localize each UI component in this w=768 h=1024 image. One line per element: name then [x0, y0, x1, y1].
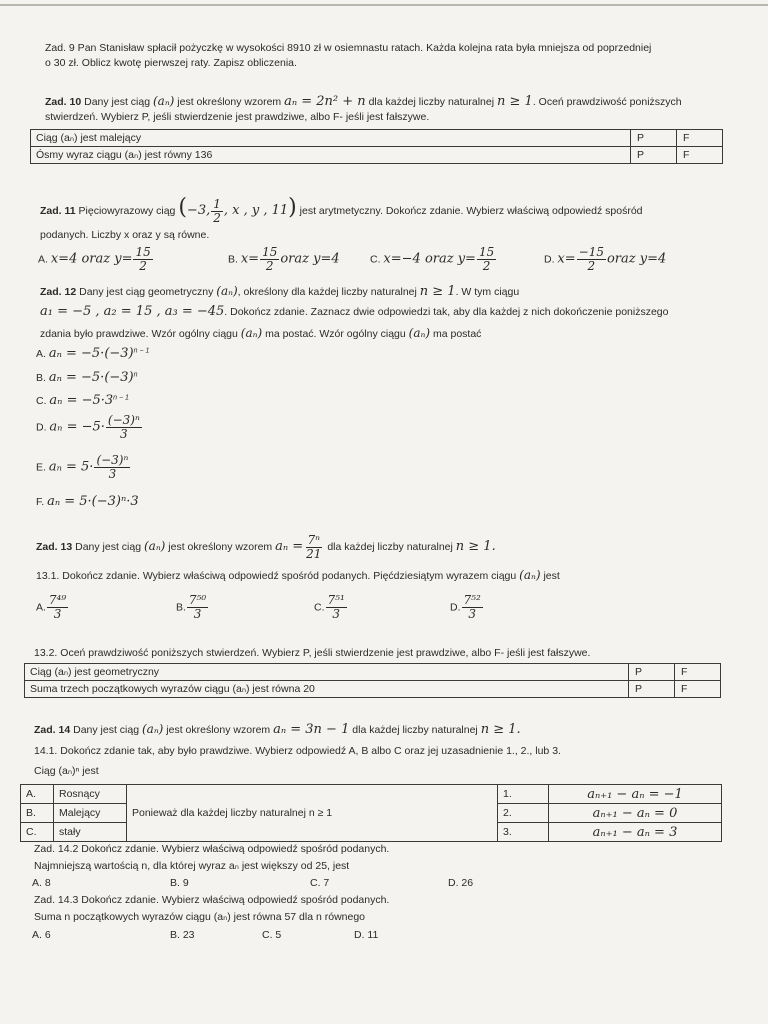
option-frac — [577, 246, 606, 273]
frac-denominator: 3 — [468, 607, 476, 621]
task-14-2-option-d[interactable]: D. 26 — [448, 877, 474, 889]
frac-denominator: 3 — [332, 607, 340, 621]
choice-label: A. — [21, 785, 54, 804]
task-11-seq-b: , x , y , 11 — [223, 203, 289, 218]
frac-numerator: 7ⁿ — [307, 532, 321, 547]
choice-label: C. — [21, 823, 54, 842]
option-frac — [94, 454, 130, 481]
false-option[interactable]: F — [677, 130, 723, 147]
task-11-option-d[interactable] — [544, 246, 666, 273]
frac-denominator: 2 — [139, 259, 147, 273]
task-12-seq: (aₙ) — [216, 284, 238, 298]
task-14-3-option-d[interactable]: D. 11 — [354, 929, 379, 941]
task-10-seq: (aₙ) — [152, 94, 175, 108]
frac-numerator: 15 — [262, 245, 278, 259]
task-13-intro-b: jest określony wzorem — [168, 541, 273, 553]
frac-numerator: 1 — [213, 196, 221, 211]
option-exponent: n — [133, 371, 138, 379]
task-13-q1-tail: jest — [543, 570, 560, 582]
table-row — [31, 147, 723, 164]
option-frac — [477, 246, 496, 273]
task-13-intro-a: Dany jest ciąg — [75, 541, 142, 553]
option-label: D. — [36, 421, 47, 434]
task-10-intro-a: Dany jest ciąg — [84, 96, 151, 108]
choice-option[interactable]: Rosnący — [54, 785, 127, 804]
reason-label: 3. — [498, 823, 549, 842]
task-12-seq: (aₙ) — [240, 326, 263, 340]
task-9 — [45, 41, 745, 71]
task-12-text-g: ma postać — [432, 328, 482, 340]
frac-numerator: 7⁵² — [463, 593, 481, 607]
task-11-option-a[interactable] — [38, 246, 154, 273]
frac-numerator: 7⁵⁰ — [188, 593, 207, 607]
table-row — [31, 130, 723, 147]
false-option[interactable]: F — [675, 664, 721, 681]
task-13-seq: (aₙ) — [519, 568, 541, 582]
task-13-formula-frac — [304, 534, 323, 561]
option-expr-post: oraz y=4 — [606, 251, 667, 267]
option-expr: x=−4 oraz y= — [383, 251, 476, 267]
task-14-table — [20, 784, 722, 842]
option-expr: aₙ = −5·(−3) — [48, 346, 134, 361]
task-12-option-e[interactable] — [36, 454, 131, 481]
task-12-option-f[interactable] — [36, 494, 139, 509]
task-13-formula: aₙ = — [275, 539, 304, 554]
task-10-formula: aₙ = 2n² + n — [284, 94, 366, 109]
task-14-intro-c: dla każdej liczby naturalnej — [352, 724, 478, 736]
task-12-text-e: zdania było prawdziwe. Wzór ogólny ciągu — [40, 328, 238, 340]
choice-option[interactable]: Malejący — [54, 804, 127, 823]
task-10-intro-b: jest określony wzorem — [177, 96, 282, 108]
statement-cell: Ósmy wyraz ciągu (aₙ) jest równy 136 — [31, 147, 631, 164]
task-12-option-c[interactable] — [36, 393, 129, 408]
top-edge-rule — [0, 4, 768, 6]
reason-label: 1. — [498, 785, 549, 804]
option-frac — [106, 414, 142, 441]
reason-lead-cell: Ponieważ dla każdej liczby naturalnej n ≥ 1 — [127, 785, 498, 842]
reason-option[interactable]: aₙ₊₁ − aₙ = −1 — [549, 785, 722, 804]
task-10-intro-c: dla każdej liczby naturalnej — [368, 96, 495, 108]
open-paren: ( — [178, 195, 187, 220]
option-label: A. — [38, 253, 48, 266]
task-13-option-d[interactable] — [450, 594, 484, 621]
task-14-3-text: Suma n początkowych wyrazów ciągu (aₙ) jest równa 57 dla n równego — [34, 911, 366, 923]
false-option[interactable]: F — [677, 147, 723, 164]
task-13-intro-c: dla każdej liczby naturalnej — [327, 541, 453, 553]
task-11-option-b[interactable] — [228, 246, 340, 273]
table-row — [21, 785, 722, 804]
option-exponent: n − 1 — [133, 347, 150, 355]
frac-numerator: 15 — [478, 245, 495, 259]
table-row — [25, 681, 721, 698]
task-14-3-option-c[interactable]: C. 5 — [262, 929, 282, 941]
task-11-seq-frac — [211, 198, 223, 225]
task-11 — [40, 193, 750, 226]
option-expr: x= — [240, 251, 260, 267]
task-14-heading: Zad. 14 — [34, 724, 71, 736]
task-13-option-b[interactable] — [176, 594, 209, 621]
task-12-option-d[interactable] — [36, 414, 143, 441]
true-option[interactable]: P — [629, 681, 675, 698]
task-14-intro-a: Dany jest ciąg — [73, 724, 140, 736]
task-14-2-option-a[interactable]: A. 8 — [32, 877, 51, 889]
task-12-option-b[interactable] — [36, 370, 138, 385]
task-10-intro-d: . Oceń prawdziwość poniższych — [532, 96, 682, 108]
option-frac — [133, 246, 152, 273]
option-label: C. — [314, 601, 325, 614]
option-frac — [187, 594, 208, 621]
option-expr: aₙ = −5·3 — [49, 393, 114, 408]
frac-denominator: 21 — [306, 546, 322, 561]
option-frac — [47, 594, 68, 621]
task-13-condition: n ≥ 1. — [455, 539, 496, 554]
task-14-2-option-b[interactable]: B. 9 — [170, 877, 189, 889]
true-option[interactable]: P — [629, 664, 675, 681]
task-11-seq-a: −3, — [186, 203, 211, 218]
reason-option[interactable]: aₙ₊₁ − aₙ = 0 — [549, 804, 722, 823]
option-label: C. — [370, 253, 381, 266]
task-14-2-text: Najmniejszą wartością n, dla której wyraz aₙ jest większy od 25, jest — [34, 860, 350, 872]
task-13 — [36, 532, 756, 561]
frac-denominator: 3 — [120, 427, 128, 441]
task-12-text-b: , określony dla każdej liczby naturalnej — [237, 286, 417, 298]
task-13-q1-text: 13.1. Dokończ zdanie. Wybierz właściwą odpowiedź spośród podanych. Pięćdziesiątym wyrazem ciągu — [36, 570, 517, 582]
frac-numerator: −15 — [578, 245, 604, 259]
option-label: B. — [36, 372, 46, 384]
task-10-line-2: stwierdzeń. Wybierz P, jeśli stwierdzenie jest prawdziwe, albo F- jeśli jest fałszywe. — [45, 111, 430, 123]
option-label: A. — [36, 348, 46, 360]
statement-cell: Ciąg (aₙ) jest malejący — [31, 130, 631, 147]
task-12-text-f: ma postać. Wzór ogólny ciągu — [265, 328, 406, 340]
task-14 — [34, 722, 754, 738]
frac-denominator: 2 — [265, 259, 274, 273]
task-12-line-2 — [40, 304, 760, 320]
task-14-condition: n ≥ 1. — [480, 722, 521, 737]
task-12-line-1 — [40, 284, 760, 300]
task-11-heading: Zad. 11 — [40, 205, 76, 217]
option-label: B. — [176, 601, 186, 614]
reason-option[interactable]: aₙ₊₁ − aₙ = 3 — [549, 823, 722, 842]
option-label: C. — [36, 395, 47, 407]
task-13-seq: (aₙ) — [143, 539, 166, 553]
frac-denominator: 2 — [587, 259, 596, 273]
task-13-q1 — [36, 568, 756, 584]
task-14-q1: 14.1. Dokończ zdanie tak, aby było prawdziwe. Wybierz odpowiedź A, B albo C oraz jej uzasadnienie 1., 2., lub 3. — [34, 745, 561, 757]
task-9-line-1: Zad. 9 Pan Stanisław spłacił pożyczkę w wysokości 8910 zł w osiemnastu ratach. Każda kolejna rata była mniejsza od poprzedniej — [45, 42, 652, 54]
false-option[interactable]: F — [675, 681, 721, 698]
task-11-intro-b: jest arytmetyczny. Dokończ zdanie. Wybierz właściwą odpowiedź spośród — [299, 205, 643, 217]
task-10 — [45, 94, 745, 125]
table-row — [25, 664, 721, 681]
choice-option[interactable]: stały — [54, 823, 127, 842]
task-14-2-title: Zad. 14.2 Dokończ zdanie. Wybierz właściwą odpowiedź spośród podanych. — [34, 843, 390, 855]
frac-denominator: 3 — [53, 607, 62, 621]
task-14-lead: Ciąg (aₙ)ⁿ jest — [34, 765, 99, 777]
task-13-table — [24, 663, 721, 698]
option-frac — [326, 594, 347, 621]
task-12-text-c: . W tym ciągu — [455, 286, 520, 298]
task-13-option-c[interactable] — [314, 594, 348, 621]
option-exponent: n − 1 — [113, 394, 129, 402]
task-14-seq: (aₙ) — [141, 722, 164, 736]
statement-cell: Suma trzech początkowych wyrazów ciągu (aₙ) jest równa 20 — [25, 681, 629, 698]
frac-denominator: 2 — [213, 210, 221, 225]
task-13-heading: Zad. 13 — [36, 541, 73, 553]
frac-denominator: 2 — [482, 259, 491, 273]
option-frac — [462, 594, 483, 621]
reason-label: 2. — [498, 804, 549, 823]
task-14-formula: aₙ = 3n − 1 — [273, 722, 350, 737]
close-paren: ) — [288, 195, 297, 220]
task-11-option-c[interactable] — [370, 246, 497, 273]
option-expr: x= — [557, 251, 576, 267]
option-expr: aₙ = 5·(−3)ⁿ·3 — [47, 494, 139, 509]
task-10-heading: Zad. 10 — [45, 96, 82, 108]
option-expr: x=4 oraz y= — [50, 251, 133, 267]
frac-numerator: 7⁵¹ — [327, 593, 345, 607]
task-14-3-option-b[interactable]: B. 23 — [170, 929, 195, 941]
frac-numerator: (−3)ⁿ — [107, 413, 140, 427]
task-10-condition: n ≥ 1 — [497, 94, 533, 109]
option-frac — [260, 246, 279, 273]
task-14-3-option-a[interactable]: A. 6 — [32, 929, 51, 941]
true-option[interactable]: P — [631, 130, 677, 147]
option-label: B. — [228, 253, 238, 266]
task-12-seq: (aₙ) — [408, 326, 431, 340]
option-expr: aₙ = −5· — [49, 419, 105, 435]
task-12-option-a[interactable] — [36, 346, 149, 361]
frac-numerator: 15 — [135, 245, 151, 259]
task-14-2-option-c[interactable]: C. 7 — [310, 877, 330, 889]
option-label: F. — [36, 496, 45, 508]
frac-denominator: 3 — [193, 607, 202, 621]
task-12-text-d: . Dokończ zdanie. Zaznacz dwie odpowiedzi tak, aby dla każdej z nich dokończenie poniższego — [224, 306, 669, 318]
option-label: D. — [544, 253, 555, 266]
task-12-condition: n ≥ 1 — [419, 284, 456, 299]
true-option[interactable]: P — [631, 147, 677, 164]
task-9-line-2: o 30 zł. Oblicz kwotę pierwszej raty. Zapisz obliczenia. — [45, 57, 297, 69]
task-10-table — [30, 129, 723, 164]
statement-cell: Ciąg (aₙ) jest geometryczny — [25, 664, 629, 681]
option-expr: aₙ = 5· — [48, 459, 94, 475]
task-12-line-3 — [40, 326, 760, 342]
frac-numerator: 7⁴⁹ — [48, 593, 67, 607]
option-label: D. — [450, 601, 461, 614]
frac-numerator: (−3)ⁿ — [96, 453, 129, 467]
task-14-3-title: Zad. 14.3 Dokończ zdanie. Wybierz właściwą odpowiedź spośród podanych. — [34, 894, 390, 906]
task-12-values: a₁ = −5 , a₂ = 15 , a₃ = −45 — [40, 304, 225, 319]
task-13-q2: 13.2. Oceń prawdziwość poniższych stwierdzeń. Wybierz P, jeśli stwierdzenie jest prawdziwe, albo F- jeśli jest fałszywe. — [34, 647, 591, 659]
option-label: A. — [36, 601, 46, 614]
frac-denominator: 3 — [108, 467, 117, 481]
choice-label: B. — [21, 804, 54, 823]
option-label: E. — [36, 461, 46, 474]
task-14-intro-b: jest określony wzorem — [166, 724, 271, 736]
task-12-heading: Zad. 12 — [40, 286, 77, 298]
task-11-intro-a: Pięciowyrazowy ciąg — [78, 205, 176, 217]
option-expr: aₙ = −5·(−3) — [48, 370, 134, 385]
task-11-line-2: podanych. Liczby x oraz y są równe. — [40, 229, 210, 241]
option-expr-post: oraz y=4 — [280, 251, 340, 267]
task-12-text-a: Dany jest ciąg geometryczny — [79, 286, 214, 298]
task-13-option-a[interactable] — [36, 594, 69, 621]
